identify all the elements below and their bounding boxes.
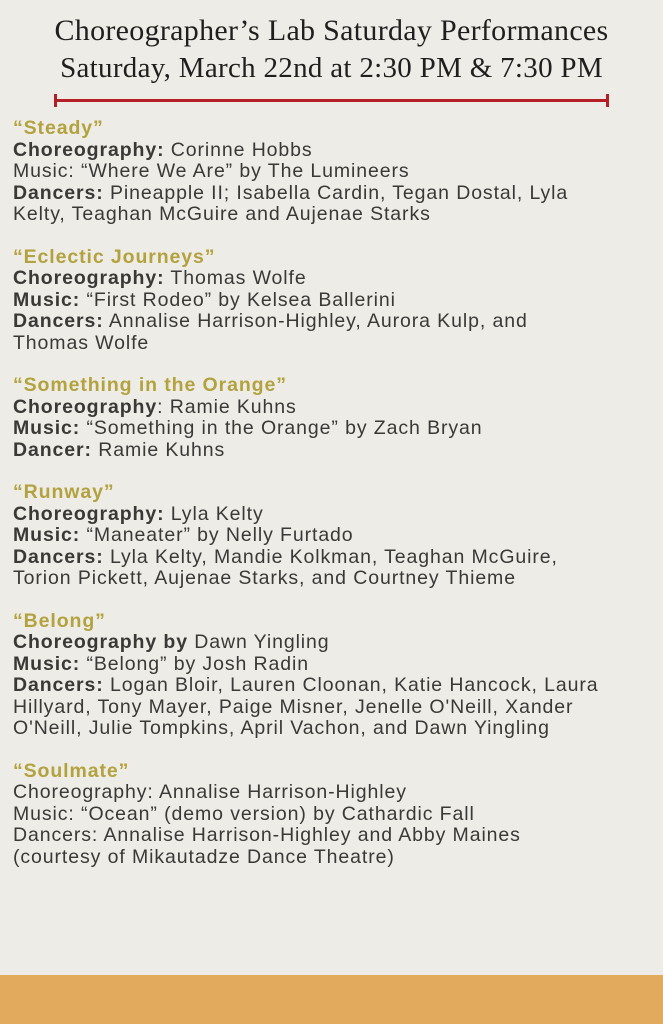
choreography-line (13, 268, 601, 290)
dancers-text: Dancers: Annalise Harrison-Highley and Abby Maines (courtesy of Mikautadze Dance Theatre) (13, 824, 521, 868)
music-line (13, 654, 601, 676)
music-label: Music: (13, 288, 81, 311)
program-list (0, 107, 663, 868)
choreography-label: Choreography: (13, 502, 165, 525)
choreography-line (13, 140, 601, 162)
music-label: Music: (13, 417, 81, 439)
section-title: “Something in the Orange” (13, 374, 287, 396)
choreography-text: Thomas Wolfe (164, 267, 307, 289)
music-line (13, 290, 601, 312)
performance-section (13, 118, 601, 226)
choreography-text: Dawn Yingling (187, 631, 330, 653)
dancers-line (13, 547, 601, 590)
performance-section (13, 482, 601, 590)
choreography-line (13, 782, 601, 804)
choreography-text: Choreography: Annalise Harrison-Highley (13, 781, 407, 803)
dancers-line (13, 311, 601, 354)
dancers-line (13, 440, 601, 462)
music-line (13, 804, 601, 826)
music-text: “Belong” by Josh Radin (80, 652, 309, 675)
music-label: Music: (13, 652, 81, 675)
music-line (13, 161, 601, 183)
dancers-text: Ramie Kuhns (91, 438, 226, 461)
bottom-orange-bar (0, 975, 663, 1024)
music-text: “Maneater” by Nelly Furtado (80, 524, 354, 546)
dancers-text: Annalise Harrison-Highley, Aurora Kulp, and Thomas Wolfe (13, 310, 528, 354)
choreography-label: Choreography: (13, 138, 165, 161)
choreography-label: Choreography (13, 395, 158, 418)
choreography-line (13, 632, 601, 654)
choreography-label: Choreography by (13, 631, 188, 653)
dancers-text: Pineapple II; Isabella Cardin, Tegan Dostal, Lyla Kelty, Teaghan McGuire and Aujenae Starks (13, 181, 569, 225)
performance-section (13, 375, 601, 461)
section-title: “Steady” (13, 117, 104, 139)
performance-section (13, 761, 601, 869)
dancers-line (13, 183, 601, 226)
red-divider-line (54, 94, 609, 107)
dancers-line (13, 675, 601, 740)
dancers-line (13, 825, 601, 868)
music-text: Music: “Ocean” (demo version) by Cathardic Fall (13, 802, 475, 825)
choreography-line (13, 504, 601, 526)
dancers-text: Logan Bloir, Lauren Cloonan, Katie Hancock, Laura Hillyard, Tony Mayer, Paige Misner, Jenelle O'Neill, Xander O'Neill, Julie Tompkins, April Vachon, and Dawn Yingling (13, 674, 599, 739)
performance-section (13, 611, 601, 740)
choreography-text: : Ramie Kuhns (157, 395, 297, 418)
music-text: “First Rodeo” by Kelsea Ballerini (80, 288, 396, 311)
choreography-line (13, 397, 601, 419)
page-subtitle: Saturday, March 22nd at 2:30 PM & 7:30 PM (60, 52, 603, 84)
choreography-text: Corinne Hobbs (164, 138, 313, 161)
choreography-text: Lyla Kelty (164, 502, 264, 525)
dancers-label: Dancers: (13, 181, 104, 204)
section-title: “Eclectic Journeys” (13, 245, 216, 268)
dancers-label: Dancers: (13, 310, 104, 332)
music-text: Music: “Where We Are” by The Lumineers (13, 160, 410, 182)
dancers-text: Lyla Kelty, Mandie Kolkman, Teaghan McGuire, Torion Pickett, Aujenae Starks, and Courtney Thieme (13, 545, 558, 589)
section-title: “Soulmate” (13, 759, 130, 782)
section-title: “Belong” (13, 609, 106, 632)
music-line (13, 525, 601, 547)
page-title: Choreographer’s Lab Saturday Performances (54, 14, 609, 47)
choreography-label: Choreography: (13, 267, 165, 289)
dancers-label: Dancer: (13, 438, 92, 461)
dancers-label: Dancers: (13, 545, 104, 568)
section-title: “Runway” (13, 481, 115, 503)
dancers-label: Dancers: (13, 674, 104, 696)
music-label: Music: (13, 524, 81, 546)
music-text: “Something in the Orange” by Zach Bryan (80, 417, 483, 439)
header (0, 0, 663, 107)
music-line (13, 418, 601, 440)
performance-section (13, 247, 601, 355)
